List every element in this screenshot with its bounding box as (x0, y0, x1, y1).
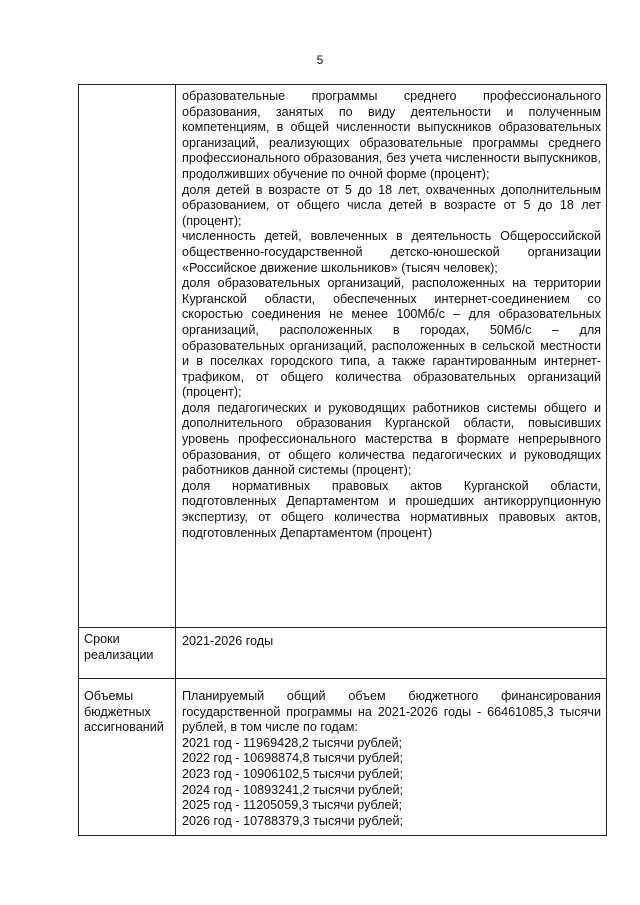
indicator-paragraph: доля педагогических и руководящих работников системы общего и дополнительного образования Курганской области, повысивших уровень профессионального мастерства в формате непрерывного образования, от общего количества педагогических и руководящих работников данной системы (процент); (182, 400, 601, 478)
indicator-paragraph: численность детей, вовлеченных в деятельность Общероссийской общественно-государственной детско-юношеской организации «Российское движение школьников» (тысяч человек); (182, 229, 601, 275)
indicators-cell (176, 85, 607, 628)
indicator-paragraph: доля нормативных правовых актов Курганской области, подготовленных Департаментом и прошедших антикоррупционную экспертизу, от общего количества нормативных правовых актов, подготовленных Департаментом (процент) (182, 478, 601, 540)
indicator-paragraph: доля детей в возрасте от 5 до 18 лет, охваченных дополнительным образованием, от общего числа детей в возрасте от 5 до 18 лет (процент); (182, 182, 601, 228)
indicator-paragraph: образовательные программы среднего профессионального образования, занятых по виду деятельности и полученным компетенциям, в общей численности выпускников образовательных организаций, реализующих образовательные программы среднего профессионального образования, без учета численности выпускников, продолживших обучение по очной форме (процент); (182, 89, 601, 181)
budget-year-line: 2023 год - 10906102,5 тысячи рублей; (182, 766, 403, 781)
row-label (79, 85, 176, 628)
table-row (79, 679, 607, 836)
indicator-paragraph: доля образовательных организаций, расположенных на территории Курганской области, обеспеченных интернет-соединением со скоростью соединения не менее 100Мб/с – для образовательных организаций, расположенных в городах, 50Мб/с – для образовательных организаций, расположенных в сельской местности и в поселках городского типа, а также гарантированным интернет-трафиком, от общего количества образовательных организаций (процент); (182, 276, 601, 400)
implementation-period: 2021-2026 годы (176, 628, 607, 679)
budget-year-line: 2026 год - 10788379,3 тысячи рублей; (182, 813, 403, 828)
row-label: Объемы бюджетных ассигнований (79, 679, 176, 836)
budget-cell (176, 679, 607, 836)
row-label: Сроки реализации (79, 628, 176, 679)
budget-year-line: 2021 год - 11969428,2 тысячи рублей; (182, 735, 403, 750)
budget-year-line: 2022 год - 10698874,8 тысячи рублей; (182, 751, 403, 766)
budget-year-line: 2025 год - 11205059,3 тысячи рублей; (182, 798, 403, 813)
program-passport-table (78, 84, 607, 836)
page-number: 5 (316, 53, 324, 67)
table-row (79, 85, 607, 628)
budget-year-line: 2024 год - 10893241,2 тысячи рублей; (182, 782, 403, 797)
budget-intro: Планируемый общий объем бюджетного финансирования государственной программы на 2021-2026 годы - 66461085,3 тысячи рублей, в том числе по годам: (182, 689, 601, 735)
table-row (79, 628, 607, 679)
